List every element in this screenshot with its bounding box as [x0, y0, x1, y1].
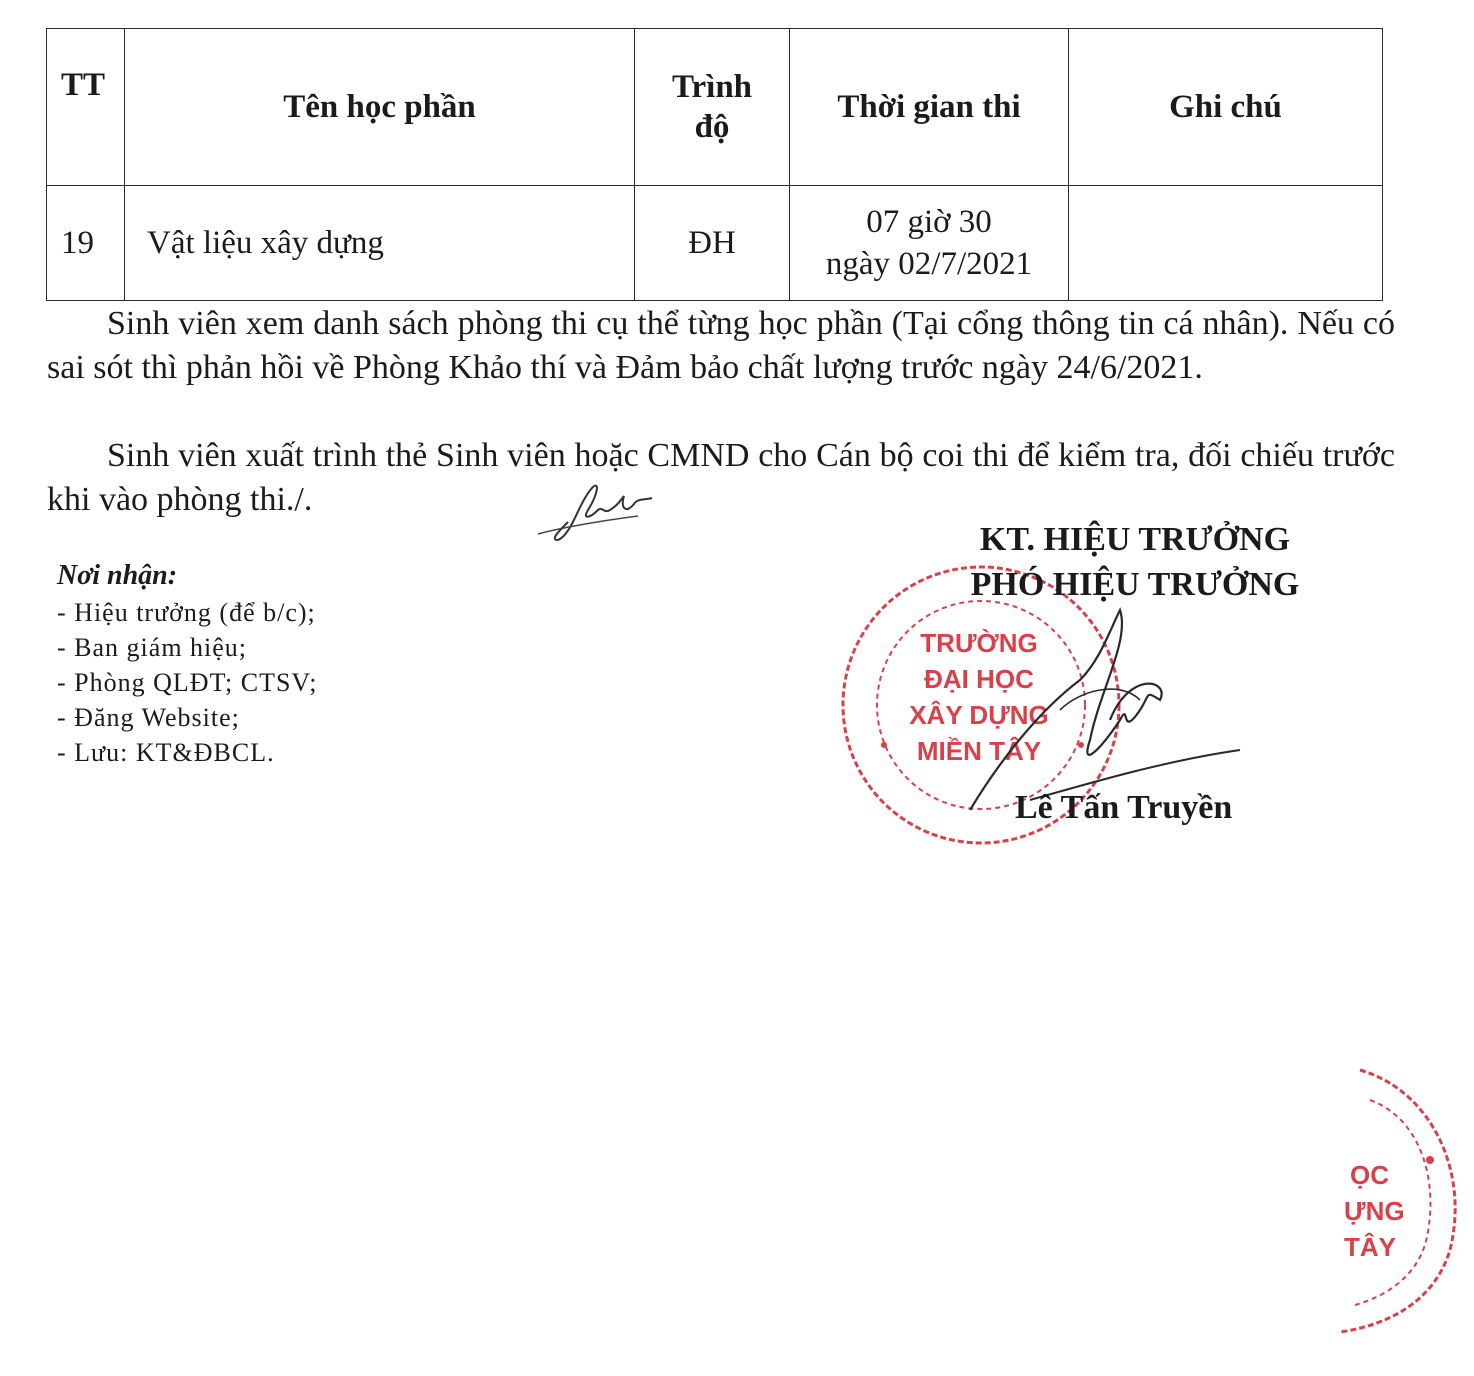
svg-text:XÂY DỰNG: XÂY DỰNG: [909, 700, 1049, 730]
cell-exam-time-hour: 07 giờ 30: [866, 204, 992, 240]
cell-exam-time: [790, 186, 1069, 301]
partial-seal: [1330, 1060, 1474, 1340]
recipients-block: [57, 558, 318, 770]
signer-name: Lê Tấn Truyền: [1015, 789, 1233, 826]
instruction-paragraph-1: [47, 302, 1395, 390]
cell-exam-time-date: ngày 02/7/2021: [825, 246, 1033, 282]
instruction-paragraph-2: [47, 434, 1395, 522]
header-tt: TT: [47, 29, 125, 186]
cell-level: ĐH: [635, 186, 790, 301]
list-item: - Ban giám hiệu;: [57, 630, 318, 665]
header-level-line2: độ: [694, 109, 730, 145]
table-row: [47, 186, 1383, 301]
exam-schedule-table: [46, 28, 1383, 301]
header-note: Ghi chú: [1069, 29, 1383, 186]
list-item: - Đăng Website;: [57, 700, 318, 735]
recipients-title: Nơi nhận:: [57, 560, 178, 591]
svg-text:ỰNG: ỰNG: [1344, 1196, 1405, 1226]
instruction-text-2: Sinh viên xuất trình thẻ Sinh viên hoặc CMND cho Cán bộ coi thi để kiểm tra, đối chiếu trước khi vào phòng thi./.: [47, 437, 1395, 518]
cell-note: [1069, 186, 1383, 301]
header-exam-time: Thời gian thi: [790, 29, 1069, 186]
handwritten-initials: [528, 474, 658, 544]
svg-text:MIỀN TÂY: MIỀN TÂY: [916, 736, 1042, 766]
instruction-text-1: Sinh viên xem danh sách phòng thi cụ thể từng học phần (Tại cổng thông tin cá nhân). Nếu có sai sót thì phản hồi về Phòng Khảo thí và Đảm bảo chất lượng trước ngày 24/6/2021.: [47, 305, 1395, 386]
svg-text:ĐẠI HỌC: ĐẠI HỌC: [924, 664, 1034, 694]
list-item: - Lưu: KT&ĐBCL.: [57, 735, 318, 770]
list-item: - Hiệu trưởng (để b/c);: [57, 595, 318, 630]
svg-text:ỌC: ỌC: [1350, 1160, 1389, 1190]
svg-text:TÂY: TÂY: [1344, 1232, 1396, 1262]
table-header-row: [47, 29, 1383, 186]
svg-text:TRƯỜNG: TRƯỜNG: [920, 628, 1038, 658]
signature-title-line1: KT. HIỆU TRƯỞNG: [979, 521, 1291, 558]
list-item: - Phòng QLĐT; CTSV;: [57, 665, 318, 700]
header-level: [635, 29, 790, 186]
header-level-line1: Trình: [671, 69, 753, 105]
cell-course-name: Vật liệu xây dựng: [125, 186, 635, 301]
cell-tt: 19: [47, 186, 125, 301]
signature-title-line2: PHÓ HIỆU TRƯỞNG: [970, 566, 1300, 603]
recipients-list: [57, 595, 318, 770]
header-course-name: Tên học phần: [125, 29, 635, 186]
